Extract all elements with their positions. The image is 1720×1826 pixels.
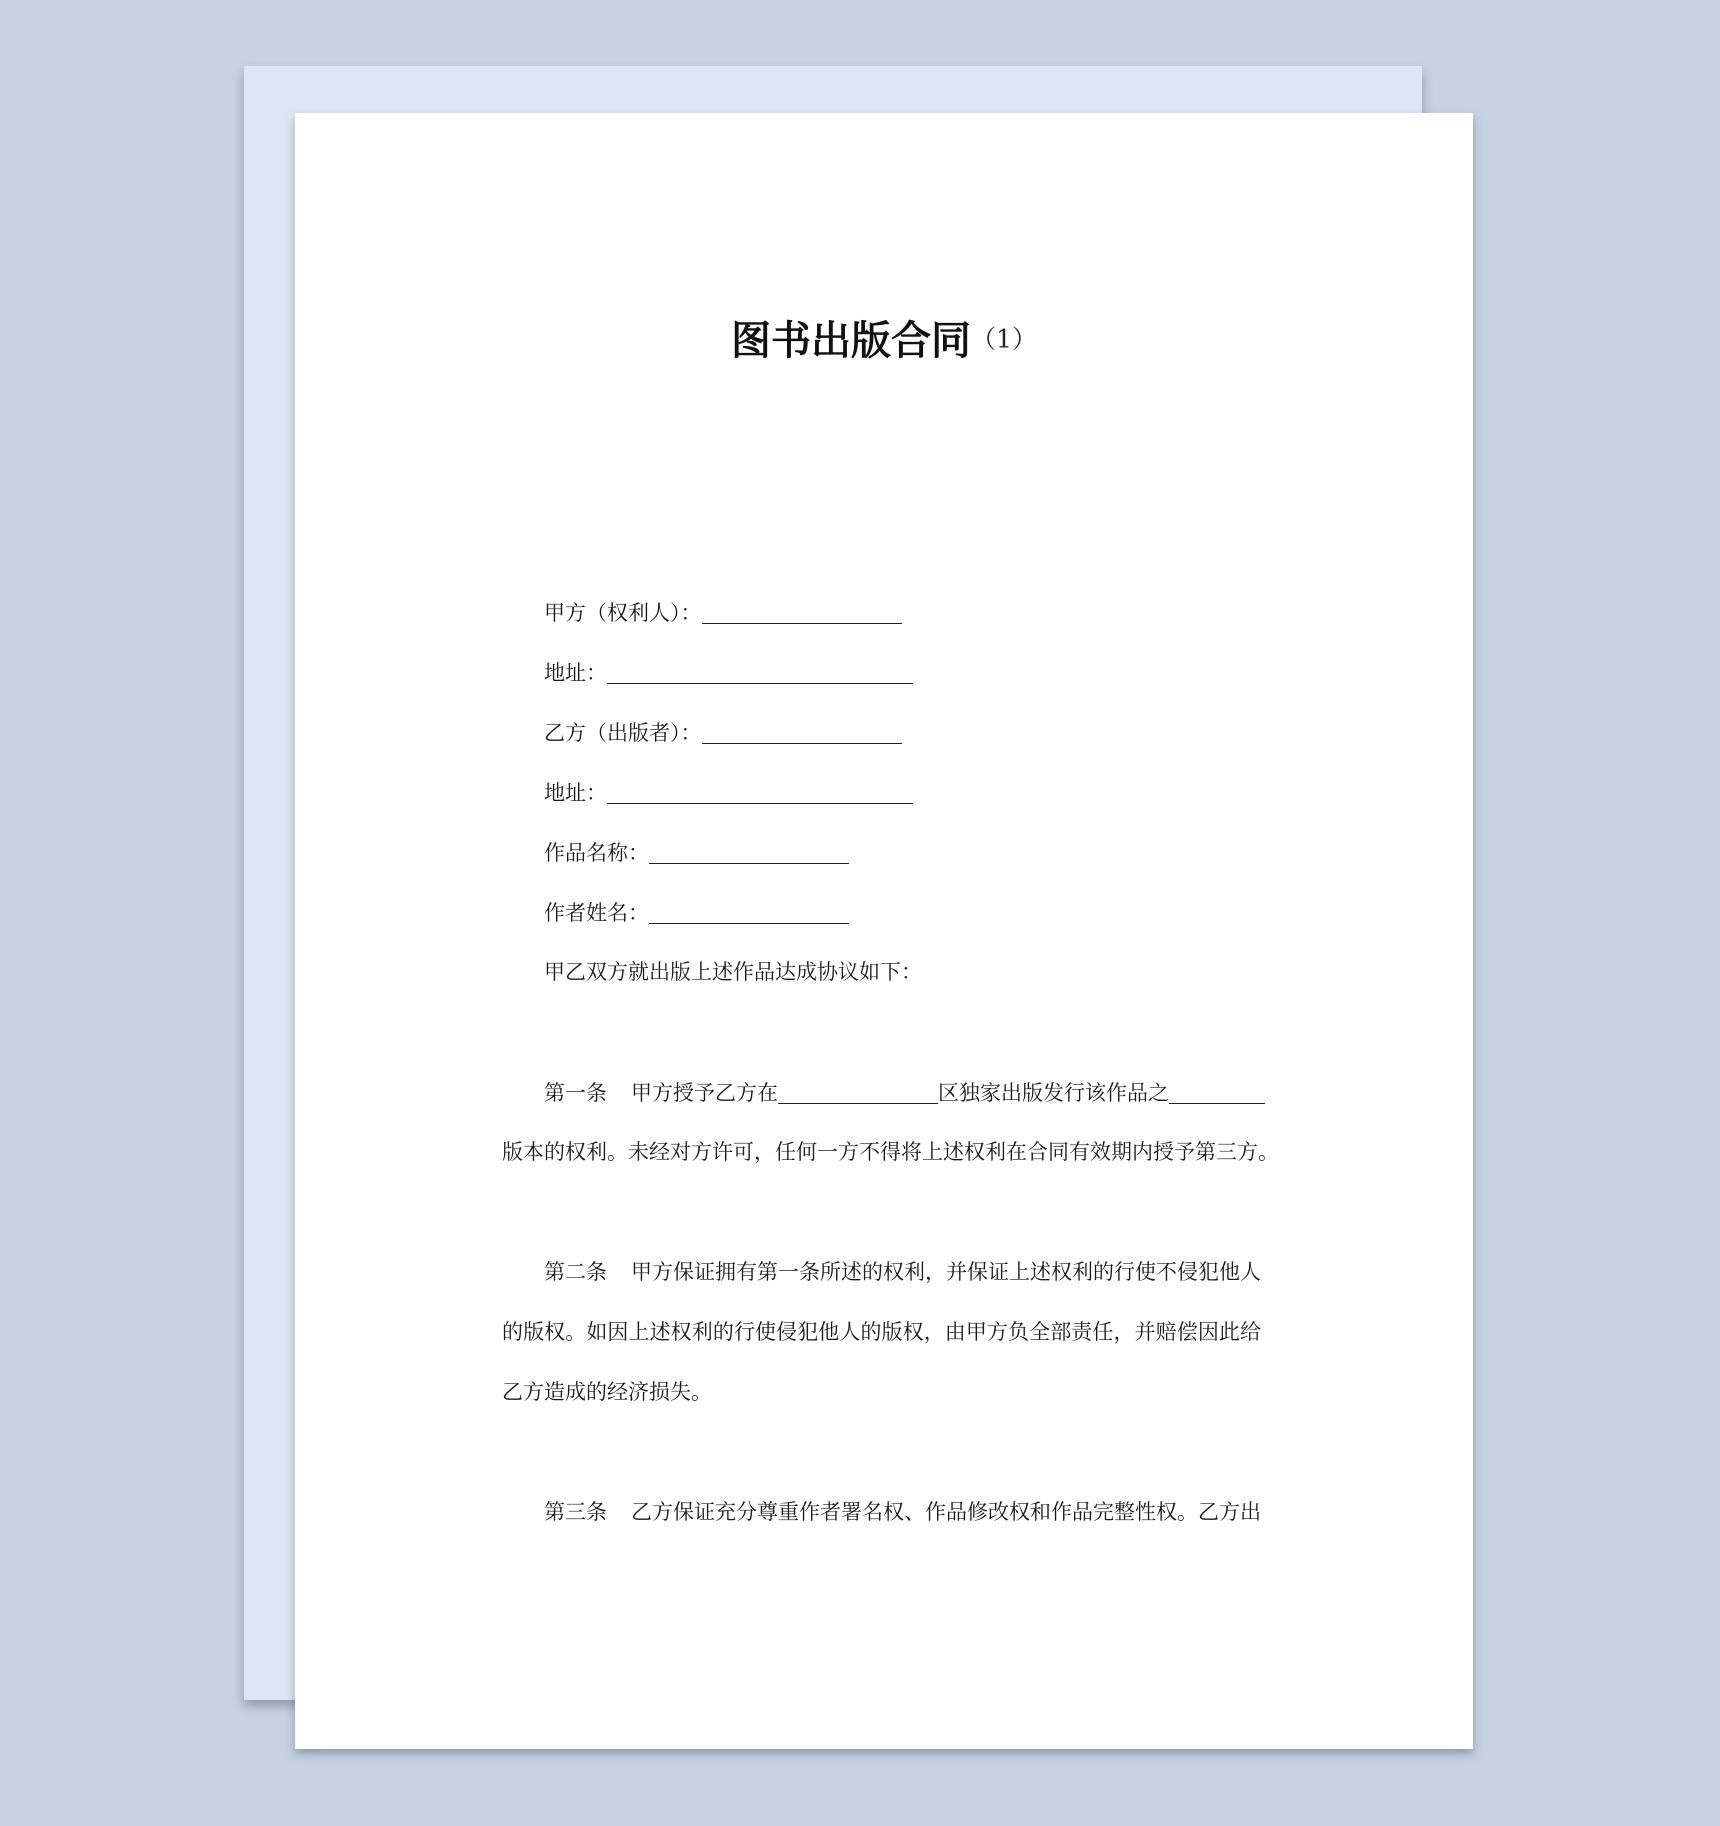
article-1-region-blank[interactable]: [778, 1081, 938, 1104]
article-1-heading: 第一条: [544, 1081, 607, 1105]
work-title-label: 作品名称：: [544, 841, 649, 865]
article-1-text-a: 甲方授予乙方在: [631, 1081, 778, 1105]
party-a-label: 甲方（权利人）：: [544, 601, 702, 625]
title-suffix: （1）: [971, 324, 1037, 354]
party-b-address-label: 地址：: [544, 781, 607, 805]
party-b-label: 乙方（出版者）：: [544, 721, 702, 745]
article-1-version-blank[interactable]: [1169, 1081, 1265, 1104]
intro-paragraph: 甲乙双方就出版上述作品达成协议如下：: [544, 960, 922, 984]
article-3-text-1: 乙方保证充分尊重作者署名权、作品修改权和作品完整性权。乙方出: [631, 1500, 1261, 1524]
author-name-row: [544, 897, 849, 928]
work-title-blank[interactable]: [649, 841, 849, 864]
article-2-line-1: [544, 1257, 1261, 1287]
party-a-address-blank[interactable]: [607, 661, 913, 684]
party-b-blank[interactable]: [702, 721, 902, 744]
party-b-row: [544, 717, 902, 748]
article-3-heading: 第三条: [544, 1500, 607, 1524]
document-title: [295, 309, 1473, 366]
article-1-line-2: 版本的权利。未经对方许可，任何一方不得将上述权利在合同有效期内授予第三方。: [502, 1140, 1279, 1164]
party-b-address-row: [544, 777, 913, 808]
party-b-address-blank[interactable]: [607, 781, 913, 804]
title-main: 图书出版合同: [731, 318, 972, 364]
party-a-address-label: 地址：: [544, 661, 607, 685]
author-name-blank[interactable]: [649, 901, 849, 924]
author-name-label: 作者姓名：: [544, 901, 649, 925]
article-2-heading: 第二条: [544, 1260, 607, 1284]
article-2-line-3: 乙方造成的经济损失。: [502, 1380, 712, 1404]
article-2-line-2: 的版权。如因上述权利的行使侵犯他人的版权，由甲方负全部责任，并赔偿因此给: [502, 1320, 1261, 1344]
party-a-row: [544, 597, 902, 628]
article-1-line-1: [544, 1077, 1265, 1108]
party-a-blank[interactable]: [702, 601, 902, 624]
article-2-text-1: 甲方保证拥有第一条所述的权利，并保证上述权利的行使不侵犯他人: [631, 1260, 1261, 1284]
work-title-row: [544, 837, 849, 868]
article-1-text-b: 区独家出版发行该作品之: [938, 1081, 1169, 1105]
contract-page: [295, 113, 1473, 1749]
article-3-line-1: [544, 1497, 1261, 1527]
party-a-address-row: [544, 657, 913, 688]
